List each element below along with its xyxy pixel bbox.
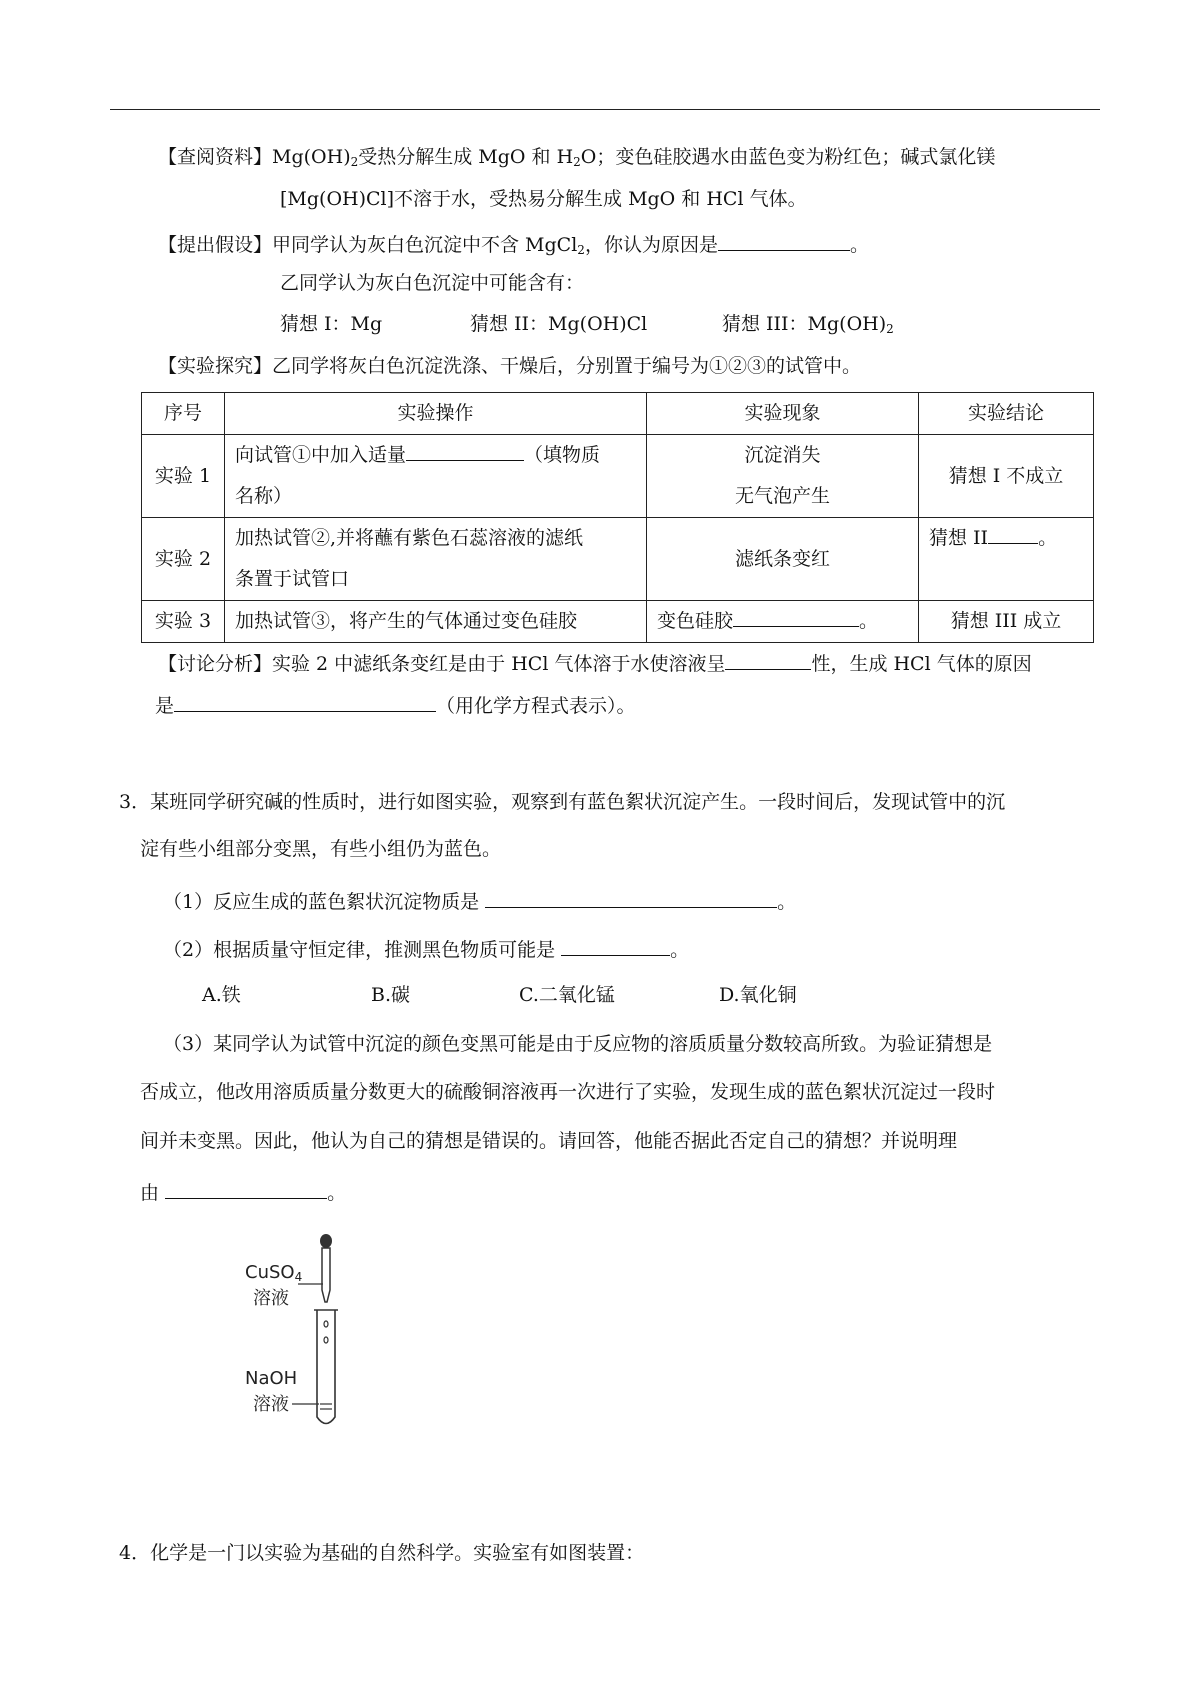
header-rule [110, 109, 1100, 110]
dropper-icon [322, 1248, 330, 1302]
reference-line-1: 【查阅资料】$Mg(OH)_2$受热分解生成 MgO 和 $H_2O$；变色硅胶遇水由蓝色变为粉红色；碱式氯化镁 [158, 146, 996, 169]
q3-part-1: （1）反应生成的蓝色絮状沉淀物质是 。 [163, 891, 797, 913]
answer-blank[interactable] [733, 608, 859, 627]
naoh-label: NaOH [245, 1368, 298, 1389]
q3-part-2: （2）根据质量守恒定律，推测黑色物质可能是 。 [163, 939, 690, 961]
guess-2: 猜想 II：Mg(OH)Cl [470, 313, 648, 335]
answer-blank[interactable] [988, 525, 1038, 544]
option-a[interactable]: A.铁 [202, 984, 241, 1006]
cuso4-solution-label: 溶液 [253, 1288, 289, 1309]
q3-line-2: 淀有些小组部分变黑，有些小组仍为蓝色。 [140, 838, 502, 860]
table-row: 实验 2 加热试管②,并将蘸有紫色石蕊溶液的滤纸 条置于试管口 滤纸条变红 猜想 II 。 [142, 518, 1094, 601]
header-cell: 实验现象 [647, 393, 919, 435]
drop-icon [324, 1337, 328, 1343]
table-row: 实验 1 向试管①中加入适量 （填物质 名称） 沉淀消失 无气泡产生 猜想 I 不成立 [142, 435, 1094, 518]
table-header-row [142, 393, 1094, 435]
dropper-tube-drawing [240, 1232, 360, 1442]
header-cell: 实验结论 [919, 393, 1094, 435]
answer-blank[interactable] [165, 1180, 327, 1199]
answer-blank[interactable] [561, 937, 670, 956]
q3-part-3-line-3: 间并未变黑。因此，他认为自己的猜想是错误的。请回答，他能否据此否定自己的猜想？并说明理 [140, 1130, 958, 1152]
hypothesis-line-1: 【提出假设】甲同学认为灰白色沉淀中不含 MgCl$_2$，你认为原因是 。 [158, 234, 869, 257]
q4-line-1: 4．化学是一门以实验为基础的自然科学。实验室有如图装置： [119, 1542, 645, 1564]
q3-part-3-line-1: （3）某同学认为试管中沉淀的颜色变黑可能是由于反应物的溶质质量分数较高所致。为验证猜想是 [163, 1033, 993, 1055]
q3-part-3-line-4: 由 。 [140, 1182, 347, 1204]
experiment-figure [240, 1232, 360, 1442]
answer-blank[interactable] [718, 232, 850, 251]
header-cell: 实验操作 [225, 393, 647, 435]
table-row: 实验 3 加热试管③，将产生的气体通过变色硅胶 变色硅胶 。 猜想 III 成立 [142, 601, 1094, 643]
discussion-line-1: 【讨论分析】实验 2 中滤纸条变红是由于 HCl 气体溶于水使溶液呈 性，生成 HCl 气体的原因 [158, 653, 1032, 675]
option-c[interactable]: C.二氧化锰 [519, 984, 615, 1006]
guess-3: 猜想 III：$Mg(OH)_2$ [722, 313, 894, 336]
answer-blank[interactable] [406, 442, 524, 461]
section-tag: 【查阅资料】 [158, 146, 273, 168]
q3-line-1: 3．某班同学研究碱的性质时，进行如图实验，观察到有蓝色絮状沉淀产生。一段时间后，发现试管中的沉 [119, 791, 1006, 813]
discussion-line-2: 是 （用化学方程式表示）。 [155, 695, 636, 717]
option-b[interactable]: B.碳 [371, 984, 411, 1006]
experiment-table [141, 392, 1094, 643]
drop-icon [324, 1321, 328, 1327]
header-cell: 序号 [142, 393, 225, 435]
answer-blank[interactable] [725, 651, 811, 670]
hypothesis-line-2: 乙同学认为灰白色沉淀中可能含有： [280, 272, 585, 294]
explore-line: 【实验探究】乙同学将灰白色沉淀洗涤、干燥后，分别置于编号为①②③的试管中。 [158, 355, 862, 377]
reference-line-2: [Mg(OH)Cl]不溶于水，受热易分解生成 MgO 和 HCl 气体。 [280, 188, 807, 210]
dropper-bulb-icon [320, 1234, 332, 1248]
q3-part-3-line-2: 否成立，他改用溶质质量分数更大的硫酸铜溶液再一次进行了实验，发现生成的蓝色絮状沉淀过一段时 [140, 1081, 996, 1103]
option-d[interactable]: D.氧化铜 [719, 984, 797, 1006]
naoh-solution-label: 溶液 [253, 1394, 289, 1415]
answer-blank[interactable] [485, 889, 777, 908]
guess-1: 猜想 I：Mg [280, 313, 383, 335]
cuso4-label: CuSO$_4$ [245, 1262, 303, 1284]
answer-blank[interactable] [174, 693, 436, 712]
